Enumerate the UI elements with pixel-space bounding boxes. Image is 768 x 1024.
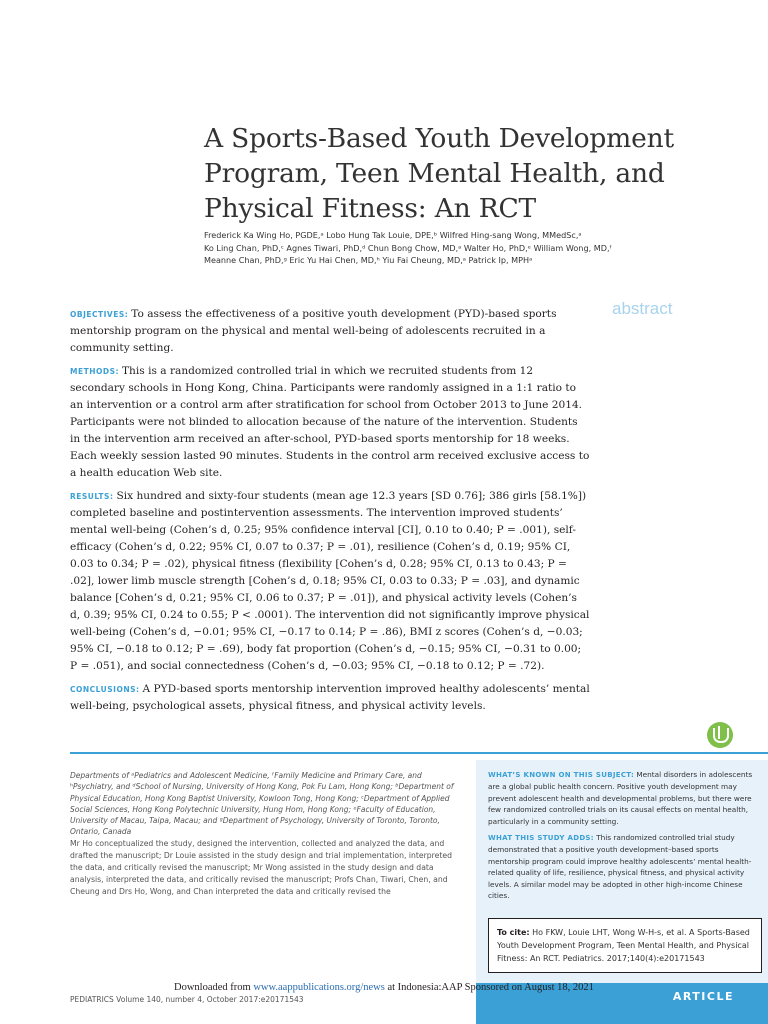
abstract-heading: abstract	[612, 299, 673, 318]
whats-known-label: WHAT’S KNOWN ON THIS SUBJECT:	[488, 771, 635, 779]
author-line-1: Frederick Ka Wing Ho, PGDE,ᵃ Lobo Hung Tak Louie, DPE,ᵇ Wilfred Hing-sang Wong, MMedSc,ᵃ	[204, 230, 582, 240]
study-adds-label: WHAT THIS STUDY ADDS:	[488, 834, 594, 843]
download-notice	[174, 982, 594, 993]
section-divider	[70, 752, 768, 754]
objectives-section	[70, 306, 590, 357]
objectives-text: To assess the effectiveness of a positive youth development (PYD)-based sports mentorship program on the physical and mental well-being of adolescents recruited in a community setting.	[70, 308, 557, 354]
results-text: Six hundred and sixty-four students (mean age 12.3 years [SD 0.76]; 386 girls [58.1%]) completed baseline and postintervention assessments. The intervention improved students’ mental well-being (Cohen’s d, 0.25; 95% confidence interval [CI], 0.10 to 0.40; P = .001), self-efficacy (Cohen’s d, 0.22; 95% CI, 0.07 to 0.37; P = .01), resilience (Cohen’s d, 0.19; 95% CI, 0.03 to 0.34; P = .02), physical fitness (flexibility [Cohen’s d, 0.28; 95% CI, 0.13 to 0.43; P = .02], lower limb muscle strength [Cohen’s d, 0.18; 95% CI, 0.03 to 0.33; P = .03], and dynamic balance [Cohen’s d, 0.21; 95% CI, 0.06 to 0.37; P = .01]), and physical activity levels (Cohen’s d, 0.39; 95% CI, 0.24 to 0.55; P < .0001). The intervention did not significantly improve physical well-being (Cohen’s d, −0.01; 95% CI, −0.17 to 0.14; P = .86), BMI z scores (Cohen’s d, −0.03; 95% CI, −0.18 to 0.12; P = .69), body fat proportion (Cohen’s d, −0.15; 95% CI, −0.31 to 0.00; P = .051), and social connectedness (Cohen’s d, −0.03; 95% CI, −0.18 to 0.12; P = .72).	[70, 490, 590, 672]
conclusions-section	[70, 681, 590, 715]
article-title: A Sports-Based Youth Development Program, Teen Mental Health, and Physical Fitness: An RCT	[204, 123, 674, 224]
download-suffix: at Indonesia:AAP Sponsored on August 18, 2021	[384, 982, 594, 993]
whats-known-text: Mental disorders in adolescents are a global public health concern. Positive youth development may prevent adolescent health and developmental problems, but there were few randomized controlled trials on its causal effects on mental health, particularly in a community setting.	[488, 770, 753, 826]
citation-text: Ho FKW, Louie LHT, Wong W-H-s, et al. A Sports-Based Youth Development Program, Teen Mental Health, and Physical Fitness: An RCT. Pediatrics. 2017;140(4):e20171543	[497, 928, 750, 963]
article-type-label: ARTICLE	[672, 990, 734, 1003]
author-list	[204, 229, 644, 267]
methods-label: METHODS:	[70, 367, 119, 376]
results-section	[70, 488, 590, 675]
conclusions-label: CONCLUSIONS:	[70, 685, 140, 694]
author-contributions: Mr Ho conceptualized the study, designed the intervention, collected and analyzed the data, and drafted the manuscript; Dr Louie assisted in the study design and trial implementation, interpreted the data, and critically revised the manuscript; Mr Wong assisted in the study design and data analysis, interpreted the data, and critically revised the manuscript; Profs Chan, Tiwari, Chen, and Cheung and Drs Ho, Wong, and Chan interpreted the data and critically revised the	[70, 839, 452, 896]
methods-text: This is a randomized controlled trial in which we recruited students from 12 secondary schools in Hong Kong, China. Participants were randomly assigned in a 1:1 ratio to an intervention or a control arm after stratification for school from October 2013 to June 2014. Participants were not blinded to allocation because of the nature of the intervention. Students in the intervention arm received an after-school, PYD-based sports mentorship for 18 weeks. Each weekly session lasted 90 minutes. Students in the control arm received exclusive access to a health education Web site.	[70, 365, 590, 479]
whats-known-section	[488, 769, 760, 827]
download-link[interactable]: www.aappublications.org/news	[253, 982, 385, 993]
study-adds-text: This randomized controlled trial study demonstrated that a positive youth development–based sports mentorship program could improve healthy adolescents’ mental health-related quality of life, resilience, physical fitness, and physical activity levels. A similar model may be adopted in other high-income Chinese cities.	[488, 833, 752, 901]
author-line-2: Ko Ling Chan, PhD,ᶜ Agnes Tiwari, PhD,ᵈ Chun Bong Chow, MD,ᵃ Walter Ho, PhD,ᵉ William Wong, MD,ᶠ	[204, 242, 612, 253]
study-adds-section	[488, 832, 760, 901]
summary-boxes	[488, 769, 760, 906]
affiliations: Departments of ᵃPediatrics and Adolescent Medicine, ᶠFamily Medicine and Primary Care, and ʰPsychiatry, and ᵈSchool of Nursing, University of Hong Kong, Pok Fu Lam, Hong Kong; ᵇDepartment of Physical Education, Hong Kong Baptist University, Kowloon Tong, Hong Kong; ᶜDepartment of Applied Social Sciences, Hong Kong Polytechnic University, Hung Hom, Hong Kong; ᵉFaculty of Education, University of Macau, Taipa, Macau; and ᵍDepartment of Psychology, University of Toronto, Toronto, Ontario, Canada	[70, 771, 454, 837]
author-line-3: Meanne Chan, PhD,ᵍ Eric Yu Hai Chen, MD,ʰ Yiu Fai Cheung, MD,ᵃ Patrick Ip, MPHᵃ	[204, 255, 533, 266]
conclusions-text: A PYD-based sports mentorship intervention improved healthy adolescents’ mental well-being, psychological assets, physical fitness, and physical activity levels.	[70, 683, 590, 712]
methods-section	[70, 363, 590, 482]
results-label: RESULTS:	[70, 492, 114, 501]
journal-footer: PEDIATRICS Volume 140, number 4, October 2017:e20171543	[70, 995, 304, 1004]
citation-box	[488, 918, 762, 973]
citation-label: To cite:	[497, 928, 530, 937]
download-prefix: Downloaded from	[174, 982, 254, 993]
open-access-icon[interactable]	[707, 722, 733, 748]
abstract-body	[70, 306, 590, 721]
objectives-label: OBJECTIVES:	[70, 310, 129, 319]
